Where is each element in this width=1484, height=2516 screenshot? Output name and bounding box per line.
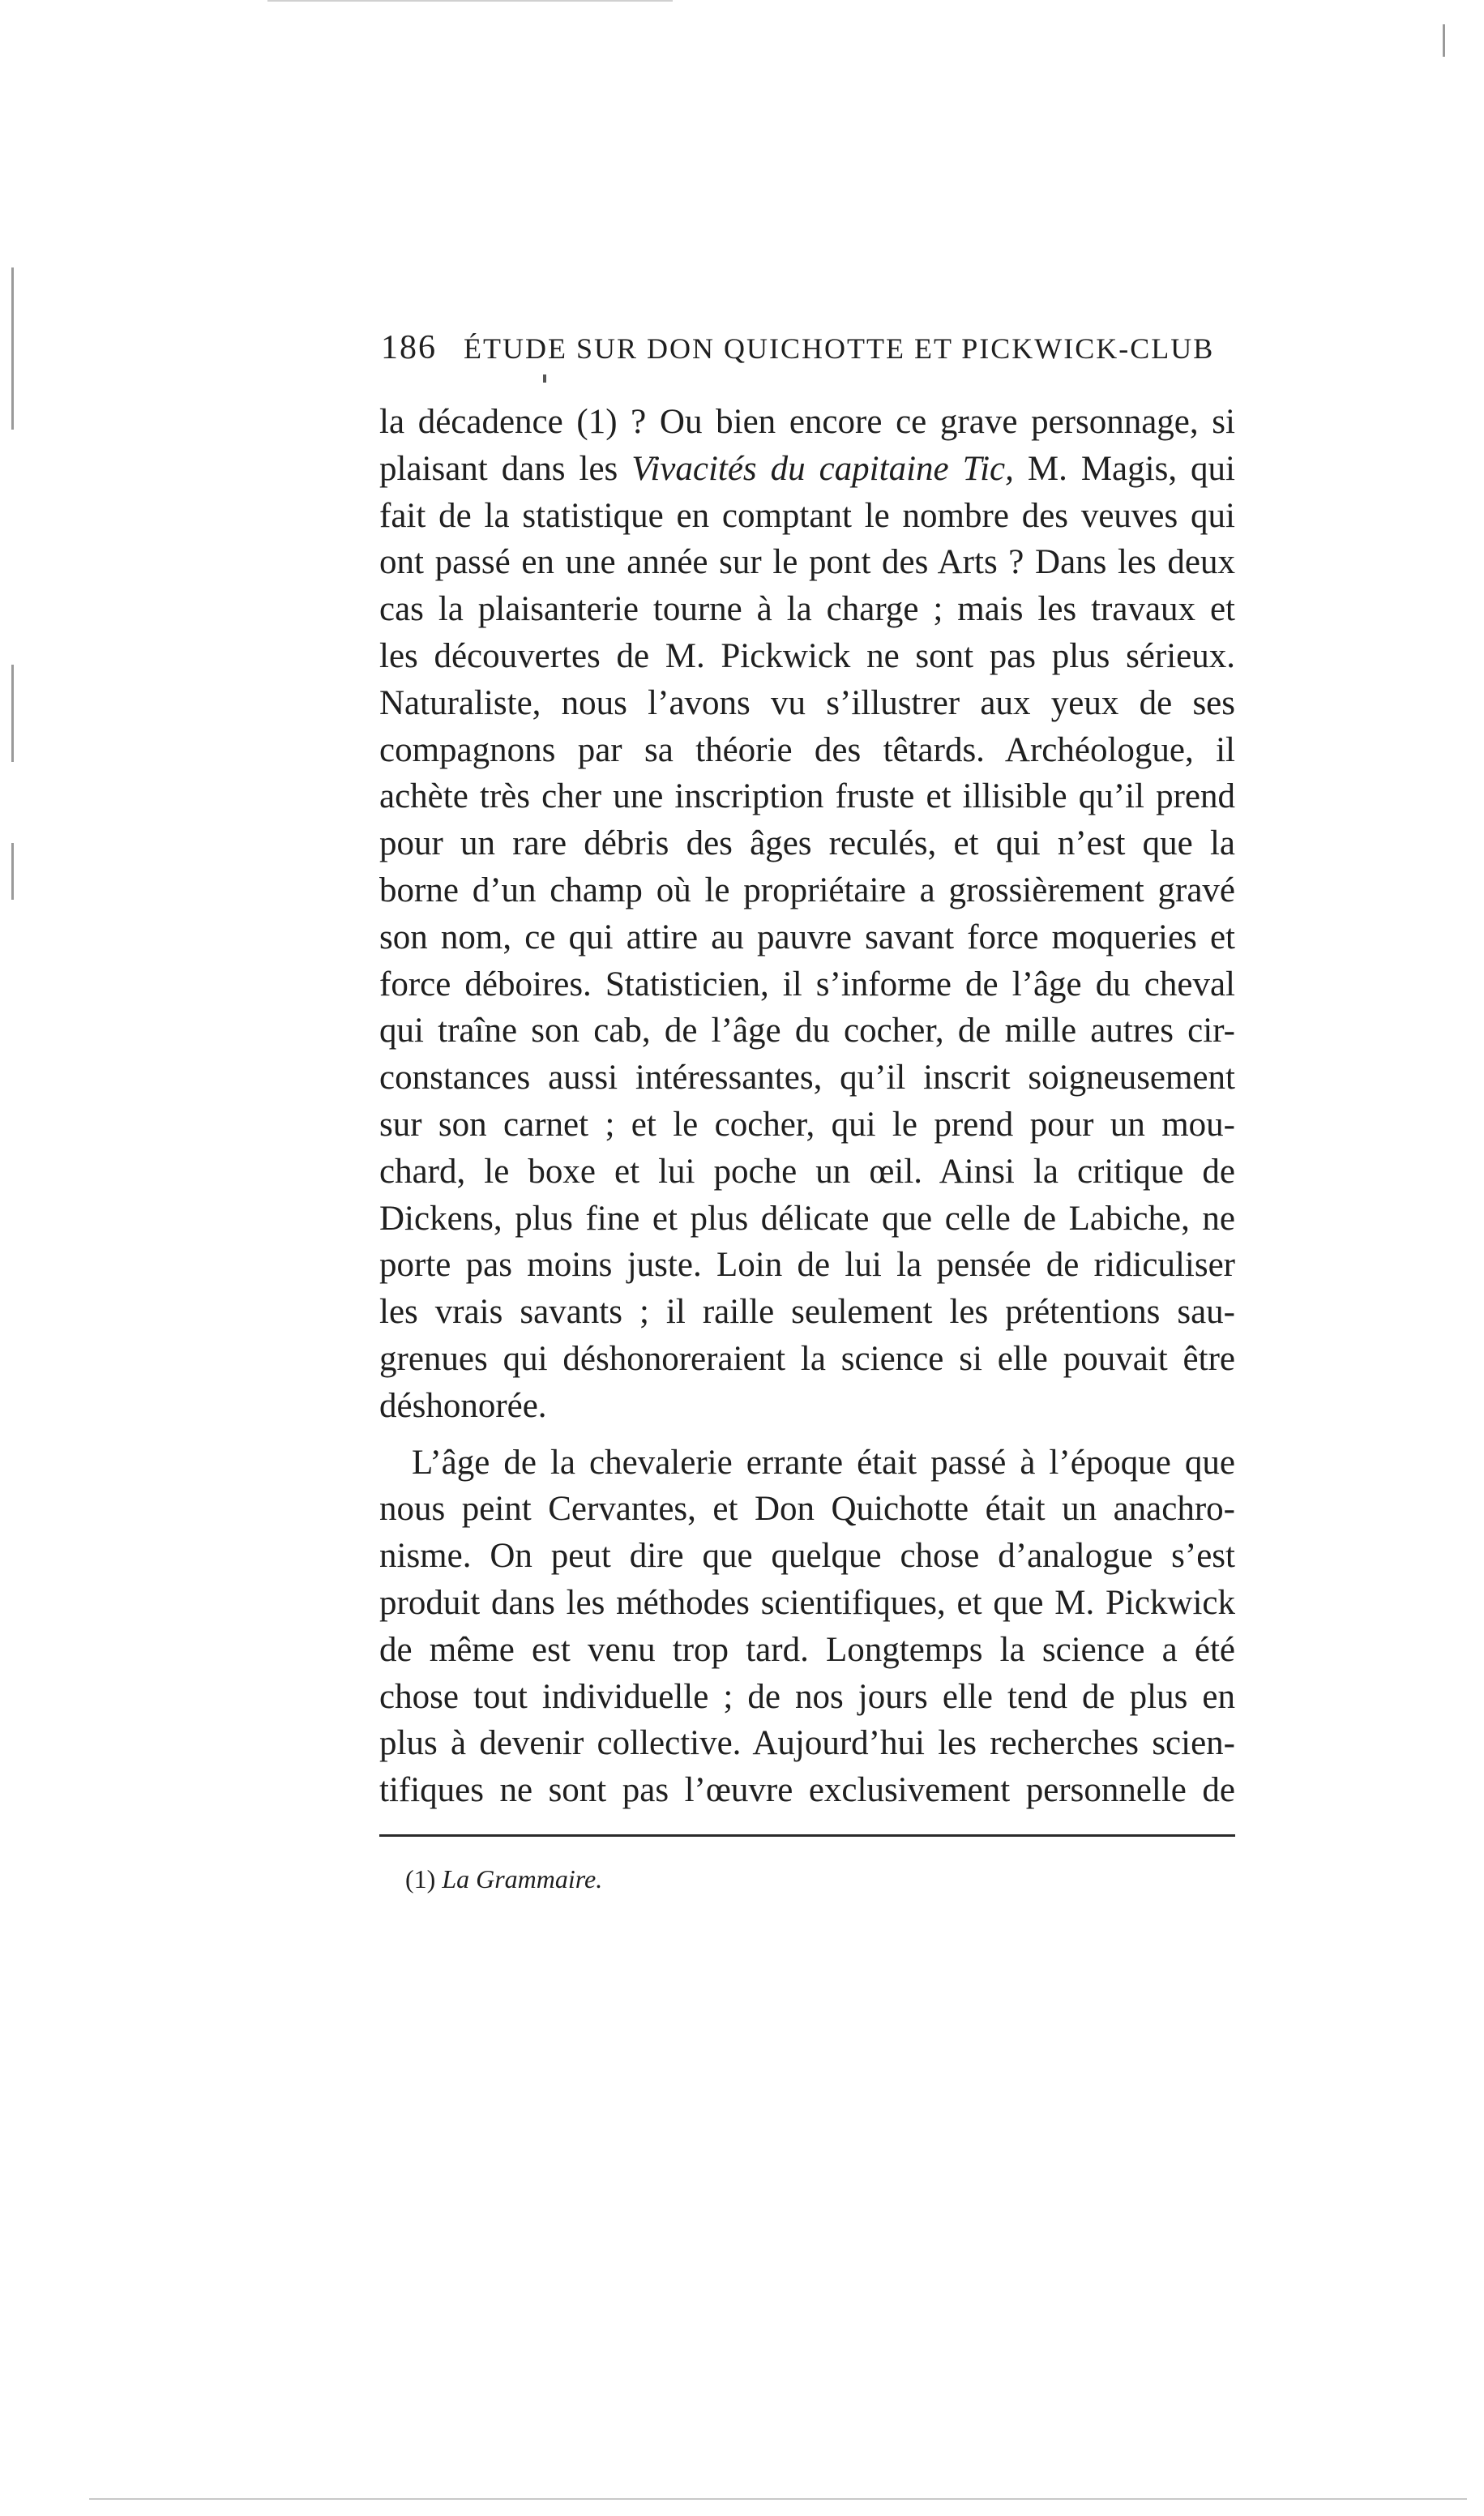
footnote [405, 1864, 602, 1894]
text-line: les vrais savants ; il raille seulement les prétentions sau- [379, 1293, 1235, 1332]
text-line: achète très cher une inscription fruste et illisible qu’il prend [379, 777, 1235, 816]
text-line: chose tout individuelle ; de nos jours elle tend de plus en [379, 1677, 1235, 1716]
text-line: plaisant dans les Vivacités du capitaine Tic, M. Magis, qui [379, 449, 1235, 488]
running-header [381, 328, 1248, 367]
scan-mark [11, 843, 14, 900]
scan-mark [11, 665, 14, 762]
page-number: 186 [381, 329, 437, 366]
text-line: compagnons par sa théorie des têtards. Archéologue, il [379, 730, 1235, 769]
scan-mark [543, 374, 546, 383]
text-line: nisme. On peut dire que quelque chose d’analogue s’est [379, 1537, 1235, 1576]
text-line: grenues qui déshonoreraient la science si elle pouvait être [379, 1339, 1235, 1378]
scan-mark [11, 267, 14, 430]
text-line: cas la plaisanterie tourne à la charge ; mais les travaux et [379, 590, 1235, 629]
text-line: pour un rare débris des âges reculés, et qui n’est que la [379, 824, 1235, 863]
italic-title: Vivacités du capitaine Tic, [631, 449, 1014, 488]
running-title: ÉTUDE SUR DON QUICHOTTE ET PICKWICK-CLUB [464, 332, 1215, 365]
text-line: constances aussi intéressantes, qu’il inscrit soigneusement [379, 1059, 1235, 1098]
text-line: ont passé en une année sur le pont des Arts ? Dans les deux [379, 543, 1235, 582]
text-line: qui traîne son cab, de l’âge du cocher, de mille autres cir- [379, 1012, 1235, 1050]
text-line: fait de la statistique en comptant le nombre des veuves qui [379, 496, 1235, 535]
footnote-marker: (1) [405, 1864, 436, 1893]
text-line: plus à devenir collective. Aujourd’hui les recherches scien- [379, 1724, 1235, 1763]
text-line: produit dans les méthodes scientifiques, et que M. Pickwick [379, 1583, 1235, 1622]
scan-mark [267, 0, 673, 2]
text-line: porte pas moins juste. Loin de lui la pensée de ridiculiser [379, 1246, 1235, 1285]
text-line: la décadence (1) ? Ou bien encore ce grave personnage, si [379, 403, 1235, 441]
text-line: de même est venu trop tard. Longtemps la science a été [379, 1630, 1235, 1669]
footnote-separator [379, 1834, 1235, 1837]
text-line: sur son carnet ; et le cocher, qui le prend pour un mou- [379, 1105, 1235, 1144]
text-line: force déboires. Statisticien, il s’informe de l’âge du cheval [379, 965, 1235, 1003]
text-line: son nom, ce qui attire au pauvre savant force moqueries et [379, 918, 1235, 956]
text-line: chard, le boxe et lui poche un œil. Ainsi la critique de [379, 1152, 1235, 1191]
body-text [379, 399, 1235, 1814]
text-line: nous peint Cervantes, et Don Quichotte était un anachro- [379, 1490, 1235, 1529]
scan-mark [89, 2498, 1467, 2500]
scan-mark [1443, 24, 1445, 57]
footnote-text: La Grammaire. [442, 1864, 603, 1893]
text-line: Dickens, plus fine et plus délicate que celle de Labiche, ne [379, 1199, 1235, 1238]
text-line: tifiques ne sont pas l’œuvre exclusivement personnelle de [379, 1771, 1235, 1810]
text-line: borne d’un champ où le propriétaire a grossièrement gravé [379, 871, 1235, 909]
text-line: déshonorée. [379, 1386, 547, 1425]
paragraph-start: L’âge de la chevalerie errante était passé à l’époque que [412, 1443, 1235, 1482]
text-line: Naturaliste, nous l’avons vu s’illustrer aux yeux de ses [379, 683, 1235, 722]
text-line: les découvertes de M. Pickwick ne sont pas plus sérieux. [379, 636, 1235, 675]
